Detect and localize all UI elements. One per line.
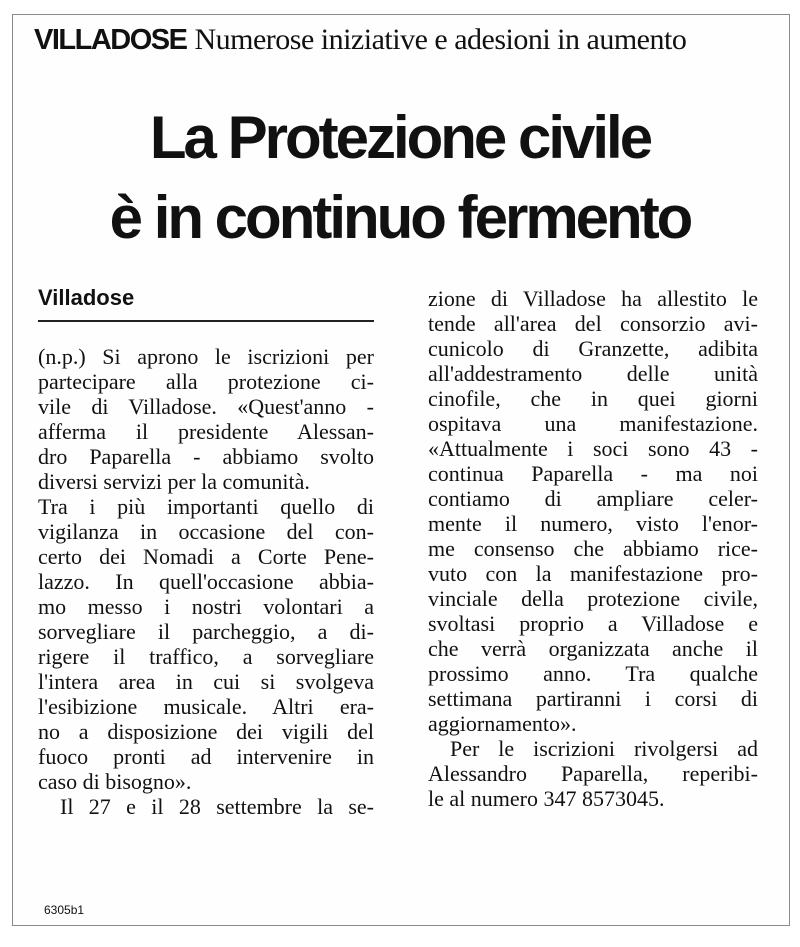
text-line: cunicolo di Granzette, adibita <box>428 336 758 361</box>
kicker-place: VILLADOSE <box>34 24 187 56</box>
text-line: le al numero 347 8573045. <box>428 786 665 811</box>
headline-line-2: è in continuo fermento <box>109 184 691 251</box>
text-line: sorvegliare il parcheggio, a di- <box>38 619 374 644</box>
text-line: afferma il presidente Alessan- <box>38 419 374 444</box>
text-line: lazzo. In quell'occasione abbia- <box>38 569 374 594</box>
text-line: contiamo di ampliare celer- <box>428 486 758 511</box>
text-line: che verrà organizzata anche il <box>428 636 758 661</box>
text-line: Per le iscrizioni rivolgersi ad <box>450 736 758 761</box>
dateline: Villadose <box>38 285 135 310</box>
dateline-rule <box>38 320 374 322</box>
text-line: (n.p.) Si aprono le iscrizioni per <box>38 344 374 369</box>
text-line: prossimo anno. Tra qualche <box>428 661 758 686</box>
article-column-left <box>38 344 374 819</box>
text-line: ospitava una manifestazione. <box>428 411 758 436</box>
text-line: rigere il traffico, a sorvegliare <box>38 644 374 669</box>
text-line: cinofile, che in quei giorni <box>428 386 758 411</box>
text-line: all'addestramento delle unità <box>428 361 758 386</box>
text-line: diversi servizi per la comunità. <box>38 469 310 494</box>
text-line: partecipare alla protezione ci- <box>38 369 374 394</box>
text-line: no a disposizione dei vigili del <box>38 719 374 744</box>
text-line: svoltasi proprio a Villadose e <box>428 611 758 636</box>
text-line: zione di Villadose ha allestito le <box>428 286 758 311</box>
text-line: vigilanza in occasione del con- <box>38 519 374 544</box>
text-line: fuoco pronti ad intervenire in <box>38 744 374 769</box>
text-line: l'intera area in cui si svolgeva <box>38 669 374 694</box>
text-line: dro Paparella - abbiamo svolto <box>38 444 374 469</box>
text-line: vinciale della protezione civile, <box>428 586 758 611</box>
text-line: aggiornamento». <box>428 711 577 736</box>
kicker <box>34 22 686 58</box>
text-line: certo dei Nomadi a Corte Pene- <box>38 544 374 569</box>
text-line: me consenso che abbiamo rice- <box>428 536 758 561</box>
text-line: mente il numero, visto l'enor- <box>428 511 758 536</box>
text-line: caso di bisogno». <box>38 769 192 794</box>
text-line: vile di Villadose. «Quest'anno - <box>38 394 374 419</box>
headline <box>0 98 800 258</box>
text-line: tende all'area del consorzio avi- <box>428 311 758 336</box>
text-line: vuto con la manifestazione pro- <box>428 561 758 586</box>
text-line: Il 27 e il 28 settembre la se- <box>60 794 374 819</box>
clipping-code: 6305b1 <box>44 903 85 917</box>
text-line: settimana partiranni i corsi di <box>428 686 758 711</box>
text-line: l'esibizione musicale. Altri era- <box>38 694 374 719</box>
kicker-subtitle: Numerose iniziative e adesioni in aumento <box>194 23 687 56</box>
article-column-right <box>428 286 758 811</box>
headline-line-1: La Protezione civile <box>149 104 651 171</box>
text-line: Alessandro Paparella, reperibi- <box>428 761 758 786</box>
text-line: continua Paparella - ma noi <box>428 461 758 486</box>
text-line: «Attualmente i soci sono 43 - <box>428 436 758 461</box>
text-line: Tra i più importanti quello di <box>38 494 374 519</box>
text-line: mo messo i nostri volontari a <box>38 594 374 619</box>
